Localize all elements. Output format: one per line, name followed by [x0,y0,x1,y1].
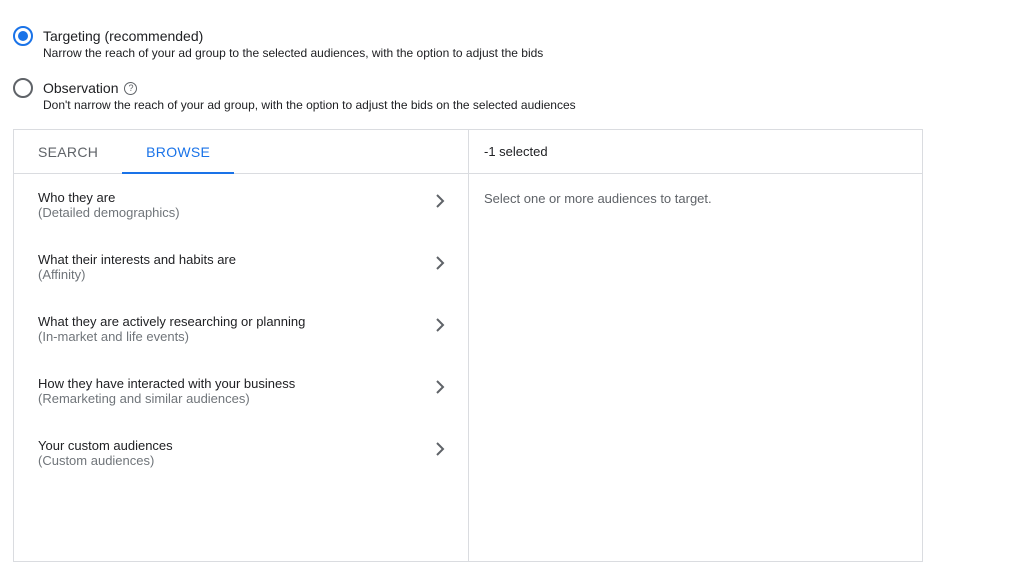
category-item-detailed-demographics[interactable] [14,174,468,236]
category-item-remarketing[interactable] [14,360,468,422]
observation-label: Observation [43,80,119,96]
category-subtitle: (Custom audiences) [38,453,155,468]
radio-option-observation[interactable] [13,78,576,112]
category-item-affinity[interactable] [14,236,468,298]
category-subtitle: (Detailed demographics) [38,205,180,220]
category-subtitle: (Affinity) [38,267,86,282]
tab-browse[interactable]: BROWSE [122,130,234,173]
radio-option-targeting[interactable] [13,26,543,60]
audience-picker-panel [13,129,923,562]
selected-count: -1 selected [469,130,922,174]
category-title: How they have interacted with your business [38,376,296,391]
chevron-right-icon [434,194,446,208]
audience-browser [14,130,469,561]
category-title: What they are actively researching or planning [38,314,306,329]
category-item-custom-audiences[interactable] [14,422,468,484]
observation-description: Don't narrow the reach of your ad group, with the option to adjust the bids on the selected audiences [43,98,576,112]
category-subtitle: (In-market and life events) [38,329,190,344]
targeting-label: Targeting (recommended) [43,28,204,44]
chevron-right-icon [434,318,446,332]
empty-selection-message: Select one or more audiences to target. [484,191,712,206]
category-title: What their interests and habits are [38,252,236,267]
tab-bar [14,130,468,174]
help-circle-icon[interactable]: ? [124,82,137,95]
tab-search[interactable]: SEARCH [38,144,99,160]
selected-audiences-pane [469,130,922,561]
category-list [14,174,468,484]
chevron-right-icon [434,442,446,456]
observation-radio[interactable] [13,78,33,98]
targeting-radio[interactable] [13,26,33,46]
chevron-right-icon [434,380,446,394]
category-item-in-market[interactable] [14,298,468,360]
targeting-description: Narrow the reach of your ad group to the selected audiences, with the option to adjust the bids [43,46,544,60]
chevron-right-icon [434,256,446,270]
category-title: Who they are [38,190,116,205]
category-subtitle: (Remarketing and similar audiences) [38,391,250,406]
category-title: Your custom audiences [38,438,173,453]
